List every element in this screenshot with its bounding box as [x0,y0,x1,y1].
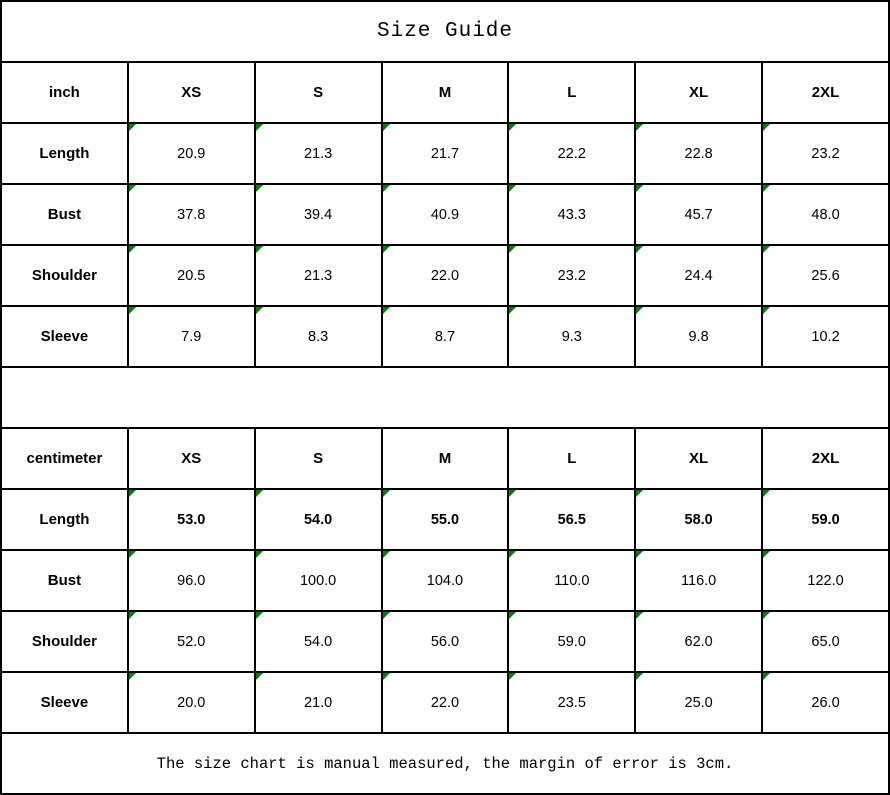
cell-flag-icon [129,185,136,192]
row-label: Bust [1,550,128,611]
cell-flag-icon [509,551,516,558]
cell-flag-icon [256,307,263,314]
cell-flag-icon [256,551,263,558]
value-cell: 58.0 [635,489,762,550]
size-header-l: L [508,62,635,123]
footer-row [1,733,889,794]
cell-flag-icon [763,551,770,558]
cell-flag-icon [383,124,390,131]
cell-flag-icon [256,124,263,131]
value-cell: 45.7 [635,184,762,245]
table-row [1,306,889,367]
value-cell: 52.0 [128,611,255,672]
value-cell: 54.0 [255,489,382,550]
value-cell: 20.0 [128,672,255,733]
cell-flag-icon [636,246,643,253]
cell-flag-icon [383,612,390,619]
value-cell: 22.8 [635,123,762,184]
cell-flag-icon [763,185,770,192]
size-header-s: S [255,428,382,489]
value-cell: 23.5 [508,672,635,733]
value-cell: 21.7 [382,123,509,184]
value-cell: 55.0 [382,489,509,550]
value-cell: 7.9 [128,306,255,367]
cell-flag-icon [256,185,263,192]
value-cell: 104.0 [382,550,509,611]
row-label: Bust [1,184,128,245]
spacer-cell [1,367,889,428]
cell-flag-icon [383,551,390,558]
table-row [1,245,889,306]
value-cell: 24.4 [635,245,762,306]
cell-flag-icon [763,307,770,314]
title-row [1,1,889,62]
value-cell: 62.0 [635,611,762,672]
cell-flag-icon [129,124,136,131]
cell-flag-icon [129,612,136,619]
cell-flag-icon [383,673,390,680]
cell-flag-icon [383,490,390,497]
value-cell: 25.0 [635,672,762,733]
value-cell: 10.2 [762,306,889,367]
size-header-2xl: 2XL [762,62,889,123]
cell-flag-icon [509,612,516,619]
value-cell: 110.0 [508,550,635,611]
row-label: Length [1,123,128,184]
size-header-xl: XL [635,428,762,489]
value-cell: 100.0 [255,550,382,611]
cell-flag-icon [129,551,136,558]
cell-flag-icon [129,490,136,497]
footer-note: The size chart is manual measured, the margin of error is 3cm. [1,733,889,794]
value-cell: 48.0 [762,184,889,245]
cell-flag-icon [636,551,643,558]
page-title: Size Guide [1,1,889,62]
value-cell: 39.4 [255,184,382,245]
row-label: Length [1,489,128,550]
size-header-xs: XS [128,62,255,123]
row-label: Shoulder [1,245,128,306]
cell-flag-icon [763,490,770,497]
value-cell: 54.0 [255,611,382,672]
cell-flag-icon [763,246,770,253]
value-cell: 56.5 [508,489,635,550]
table-row [1,184,889,245]
cell-flag-icon [256,246,263,253]
cell-flag-icon [129,307,136,314]
value-cell: 23.2 [508,245,635,306]
size-header-xl: XL [635,62,762,123]
value-cell: 9.8 [635,306,762,367]
size-header-m: M [382,62,509,123]
size-header-2xl: 2XL [762,428,889,489]
centimeter-header-row [1,428,889,489]
cell-flag-icon [636,612,643,619]
value-cell: 116.0 [635,550,762,611]
value-cell: 21.3 [255,245,382,306]
cell-flag-icon [509,307,516,314]
cell-flag-icon [509,246,516,253]
cell-flag-icon [763,612,770,619]
cell-flag-icon [383,185,390,192]
cell-flag-icon [763,124,770,131]
row-label: Shoulder [1,611,128,672]
value-cell: 22.0 [382,672,509,733]
row-label: Sleeve [1,672,128,733]
cell-flag-icon [636,673,643,680]
value-cell: 23.2 [762,123,889,184]
table-row [1,672,889,733]
value-cell: 21.0 [255,672,382,733]
cell-flag-icon [383,246,390,253]
cell-flag-icon [256,612,263,619]
unit-cell-centimeter: centimeter [1,428,128,489]
value-cell: 65.0 [762,611,889,672]
size-header-xs: XS [128,428,255,489]
cell-flag-icon [256,490,263,497]
value-cell: 122.0 [762,550,889,611]
cell-flag-icon [129,246,136,253]
table-row [1,550,889,611]
value-cell: 56.0 [382,611,509,672]
cell-flag-icon [509,185,516,192]
cell-flag-icon [129,673,136,680]
cell-flag-icon [509,490,516,497]
spacer-row [1,367,889,428]
table-row [1,489,889,550]
value-cell: 43.3 [508,184,635,245]
value-cell: 25.6 [762,245,889,306]
cell-flag-icon [256,673,263,680]
cell-flag-icon [636,185,643,192]
value-cell: 26.0 [762,672,889,733]
value-cell: 37.8 [128,184,255,245]
size-header-l: L [508,428,635,489]
cell-flag-icon [636,307,643,314]
inch-header-row [1,62,889,123]
unit-cell-inch: inch [1,62,128,123]
size-header-s: S [255,62,382,123]
size-header-m: M [382,428,509,489]
row-label: Sleeve [1,306,128,367]
cell-flag-icon [509,124,516,131]
value-cell: 53.0 [128,489,255,550]
value-cell: 22.2 [508,123,635,184]
cell-flag-icon [636,124,643,131]
table-row [1,611,889,672]
value-cell: 59.0 [762,489,889,550]
value-cell: 20.9 [128,123,255,184]
table-row [1,123,889,184]
value-cell: 20.5 [128,245,255,306]
value-cell: 59.0 [508,611,635,672]
cell-flag-icon [636,490,643,497]
cell-flag-icon [383,307,390,314]
value-cell: 22.0 [382,245,509,306]
cell-flag-icon [763,673,770,680]
cell-flag-icon [509,673,516,680]
value-cell: 96.0 [128,550,255,611]
value-cell: 40.9 [382,184,509,245]
value-cell: 9.3 [508,306,635,367]
value-cell: 8.3 [255,306,382,367]
value-cell: 8.7 [382,306,509,367]
value-cell: 21.3 [255,123,382,184]
